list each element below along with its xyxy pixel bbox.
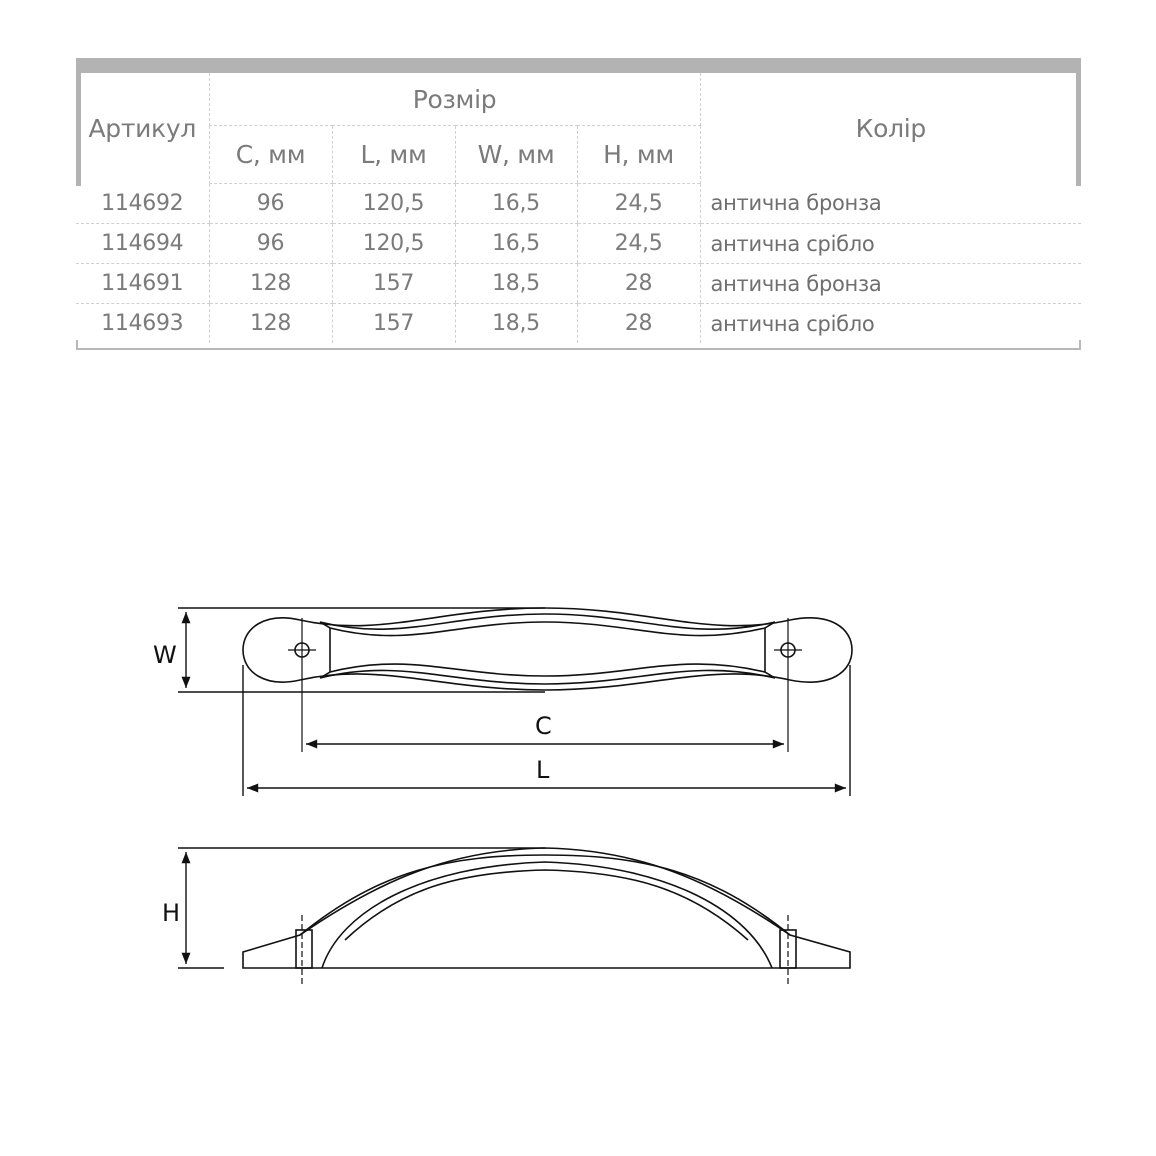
cell-h: 28	[577, 264, 700, 304]
cell-w: 18,5	[455, 304, 577, 344]
cell-color: антична бронза	[700, 264, 1081, 304]
cell-color: антична срібло	[700, 304, 1081, 344]
header-c: C, мм	[209, 126, 332, 184]
handle-side-view	[243, 848, 850, 986]
cell-article: 114694	[76, 224, 209, 264]
cell-c: 96	[209, 184, 332, 224]
cell-article: 114691	[76, 264, 209, 304]
cell-l: 157	[332, 264, 455, 304]
cell-c: 128	[209, 264, 332, 304]
cell-w: 16,5	[455, 184, 577, 224]
cell-h: 24,5	[577, 184, 700, 224]
cell-c: 96	[209, 224, 332, 264]
cell-h: 28	[577, 304, 700, 344]
label-w: W	[153, 641, 177, 669]
cell-h: 24,5	[577, 224, 700, 264]
header-size: Розмір	[209, 73, 700, 126]
header-h: H, мм	[577, 126, 700, 184]
dimension-w	[178, 608, 545, 692]
cell-l: 120,5	[332, 184, 455, 224]
header-w: W, мм	[455, 126, 577, 184]
label-c: C	[535, 712, 552, 740]
cell-article: 114693	[101, 311, 184, 336]
cell-c: 128	[209, 304, 332, 344]
header-article: Артикул	[88, 113, 197, 143]
cell-l: 157	[332, 304, 455, 344]
cell-w: 16,5	[455, 224, 577, 264]
cell-l: 120,5	[332, 224, 455, 264]
cell-color: антична срібло	[700, 224, 1081, 264]
cell-color: антична бронза	[700, 184, 1081, 224]
header-l: L, мм	[332, 126, 455, 184]
cell-article: 114692	[76, 184, 209, 224]
header-color: Колір	[700, 73, 1081, 184]
cell-w: 18,5	[455, 264, 577, 304]
label-h: H	[162, 899, 181, 927]
label-l: L	[536, 756, 550, 784]
